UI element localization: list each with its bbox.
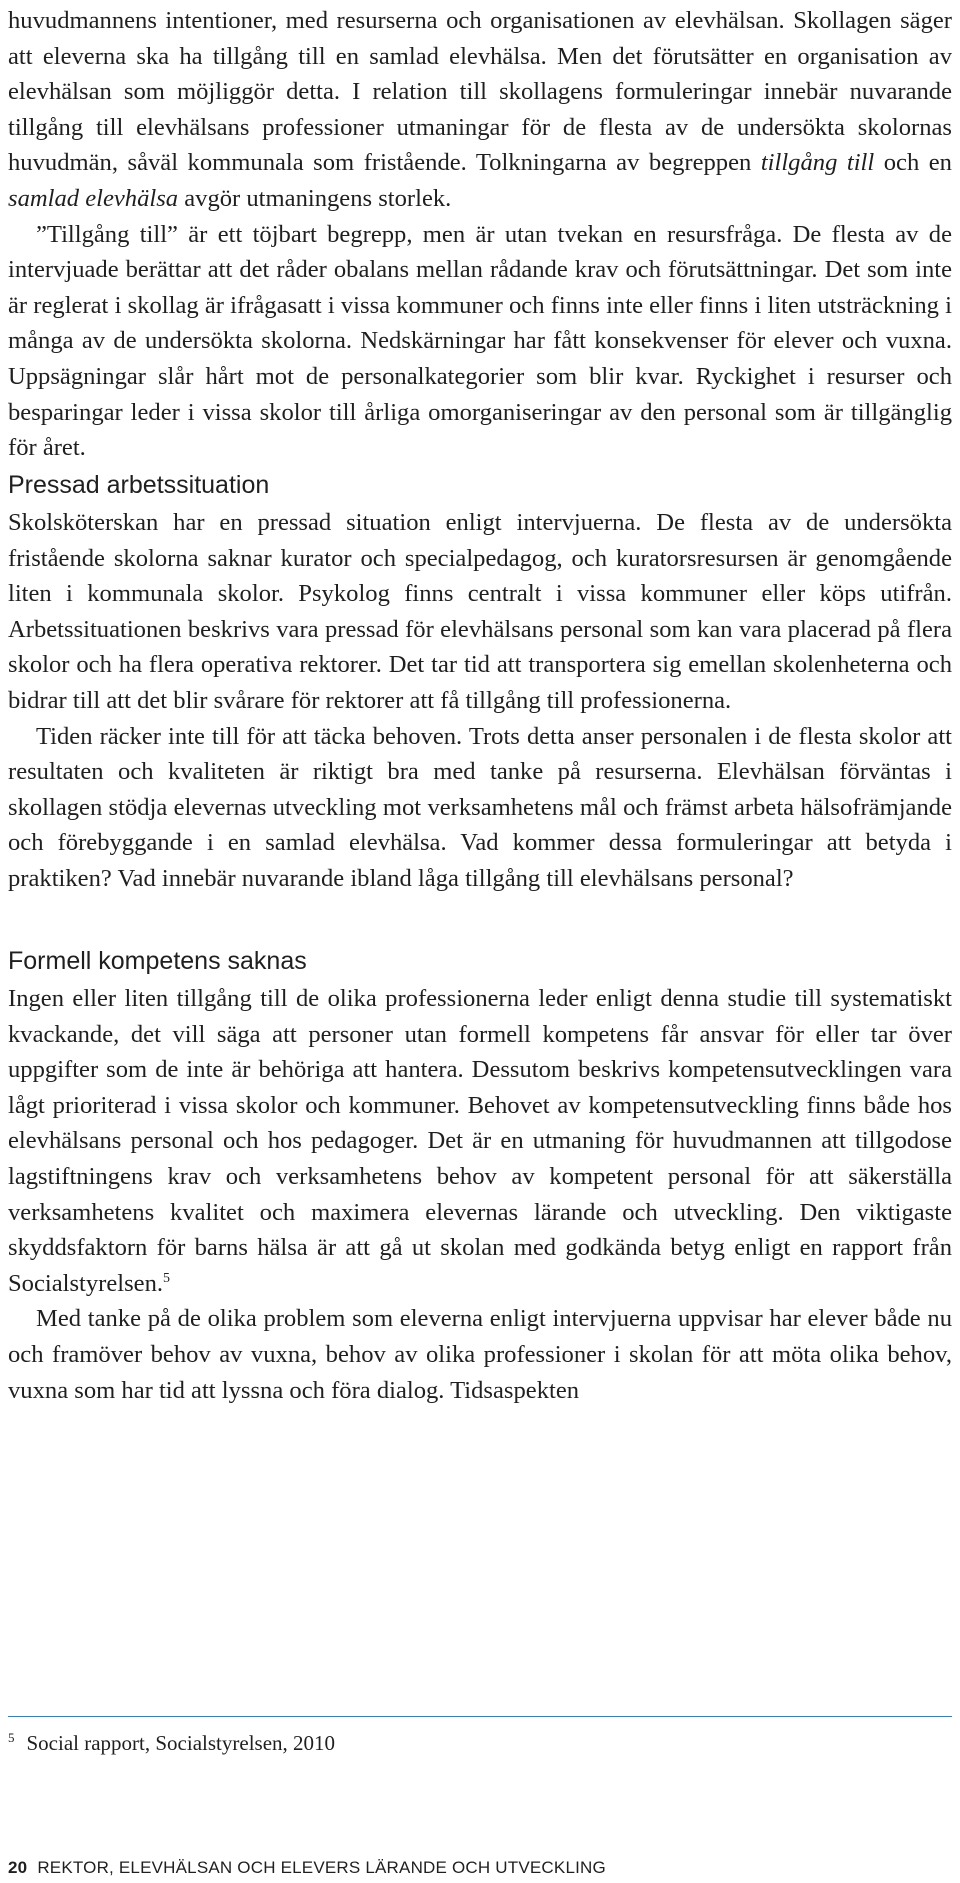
page-footer bbox=[8, 1858, 606, 1878]
formell-paragraph-2: Med tanke på de olika problem som eleverna enligt intervjuerna uppvisar har elever både nu och framöver behov av vuxna, behov av olika professioner i skolan för att möta olika behov, vuxna som har tid att lyssna och föra dialog. Tidsaspekten bbox=[8, 1305, 952, 1404]
footnote-number: 5 bbox=[8, 1730, 15, 1745]
intro-paragraph-2: ”Tillgång till” är ett töjbart begrepp, men är utan tvekan en resursfråga. De flesta av de intervjuade berättar att det råder obalans mellan rådande krav och förutsättningar. Det som inte är reglerat i skollag är ifrågasatt i vissa kommuner och finns inte eller finns i liten utsträckning i många av de undersökta skolorna. Nedskärningar har fått konsekvenser för elever och vuxna. Uppsägningar slår hårt mot de personalkategorier som blir kvar. Ryckighet i resurser och besparingar leder i vissa skolor till årliga omorganiseringar av den personal som är tillgänglig för året. bbox=[8, 220, 952, 462]
term-samlad-elevhalsa: samlad elevhälsa bbox=[8, 184, 179, 212]
section-pressad-text bbox=[8, 505, 952, 897]
formell-paragraph-1: Ingen eller liten tillgång till de olika professionerna leder enligt denna studie till systematiskt kvackande, det vill säga att personer utan formell kompetens får ansvar för eller tar över uppgifter som de inte är behöriga att hantera. Dessutom beskrivs kompetensutvecklingen vara lågt prioriterad i vissa skolor och kommuner. Behovet av kompetensutveckling finns både hos elevhälsans personal och hos pedagoger. Det är en utmaning för huvudmannen att tillgodose lagstiftningens krav och verksamhetens behov av kompetent personal för att säkerställa verksamhetens kvalitet och maximera elevernas lärande och utveckling. Den viktigaste skyddsfaktorn för barns hälsa är att gå ut skolan med godkända betyg enligt en rapport från Socialstyrelsen.$^5$ bbox=[8, 985, 952, 1297]
section-formell-text bbox=[8, 981, 952, 1408]
section-heading-formell-kompetens: Formell kompetens saknas bbox=[8, 947, 307, 975]
term-tillgang-till: tillgång till bbox=[760, 149, 875, 177]
pressad-paragraph-1: Skolsköterskan har en pressad situation enligt intervjuerna. De flesta av de undersökta fristående skolorna saknar kurator och specialpedagog, och kuratorsresursen är genomgående liten i kommunala skolor. Psykolog finns centralt i vissa kommuner eller köps utifrån. Arbetssituationen beskrivs vara pressad för elevhälsans personal som kan vara placerad på flera skolor och ha flera operativa rektorer. Det tar tid att transportera sig emellan skolenheterna och bidrar till att det blir svårare för rektorer att få tillgång till professionerna. bbox=[8, 509, 952, 714]
pressad-paragraph-2: Tiden räcker inte till för att täcka behoven. Trots detta anser personalen i de flesta skolor att resultaten och kvaliteten är riktigt bra med tanke på resurserna. Elevhälsan förväntas i skollagen stödja elevernas utveckling mot verksamhetens mål och främst arbeta hälsofrämjande och förebyggande i en samlad elevhälsa. Vad kommer dessa formuleringar att betyda i praktiken? Vad innebär nuvarande ibland låga tillgång till elevhälsans personal? bbox=[8, 722, 952, 892]
section-heading-pressad-arbetssituation: Pressad arbetssituation bbox=[8, 471, 270, 499]
footnote-divider bbox=[8, 1716, 952, 1717]
intro-text-block bbox=[8, 3, 952, 466]
footnote-reference[interactable]: 5 bbox=[163, 1270, 171, 1286]
running-title: REKTOR, ELEVHÄLSAN OCH ELEVERS LÄRANDE OCH UTVECKLING bbox=[37, 1858, 606, 1877]
footnote bbox=[8, 1728, 335, 1758]
footnote-text: Social rapport, Socialstyrelsen, 2010 bbox=[26, 1731, 336, 1755]
page-number: 20 bbox=[8, 1858, 28, 1877]
intro-paragraph-1: huvudmannens intentioner, med resurserna och organisationen av elevhälsan. Skollagen säger att eleverna ska ha tillgång till en samlad elevhälsa. Men det förutsätter en organisation av elevhälsan som möjliggör detta. I relation till skollagens formuleringar innebär nuvarande tillgång till elevhälsans professioner utmaningar för de flesta av de undersökta skolornas huvudmän, såväl kommunala som fristående. Tolkningarna av begreppen tillgång till och en samlad elevhälsa avgör utmaningens storlek. bbox=[8, 7, 952, 212]
